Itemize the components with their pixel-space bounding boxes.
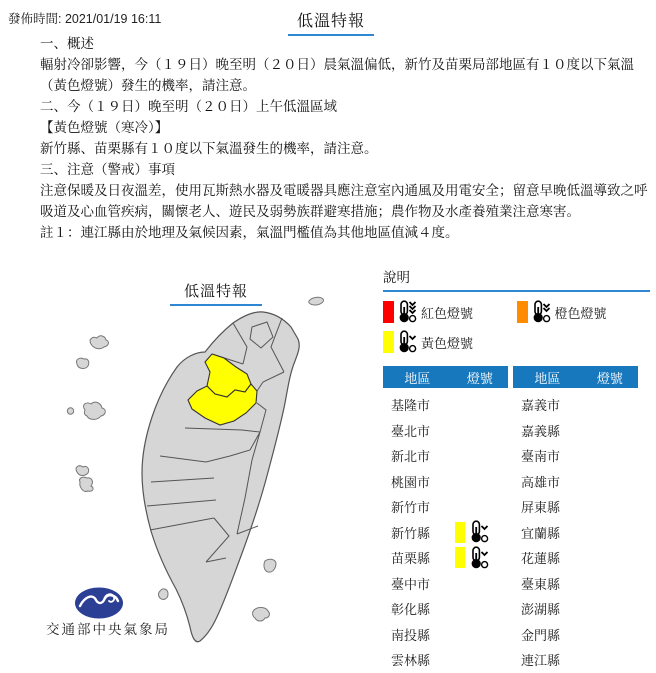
- table-row: [383, 647, 508, 673]
- table-row: [513, 443, 638, 469]
- cwb-logo: [75, 588, 123, 619]
- table-row: [513, 469, 638, 495]
- advisory-line: 新竹縣、苗栗縣有１０度以下氣溫發生的機率，請注意。: [40, 141, 378, 156]
- region-name: 新北市: [391, 449, 431, 465]
- advisory-line: 三、注意（警戒）事項: [40, 162, 175, 177]
- table-row: [383, 443, 508, 469]
- table-row: [383, 520, 508, 546]
- table-row: [513, 545, 638, 571]
- thermometer-cold-icon: [397, 300, 418, 324]
- legend-title: 說明: [383, 266, 650, 292]
- region-table-left: [383, 366, 508, 673]
- signal-color-swatch: [383, 301, 394, 323]
- region-name: 臺南市: [521, 449, 561, 465]
- region-name: 新竹縣: [391, 525, 431, 541]
- advisory-line: 注意保暖及日夜溫差，使用瓦斯熱水器及電暖器具應注意室內通風及用電安全；留意早晚低溫導致之呼吸道及心血管疾病，關懷老人、遊民及弱勢族群避寒措施；農作物及水產養殖業注意寒害。: [40, 183, 648, 219]
- signal-color-swatch: [455, 547, 465, 568]
- legend-item-label: 黃色燈號: [421, 335, 474, 351]
- region-name: 苗栗縣: [391, 551, 431, 567]
- legend-item-label: 紅色燈號: [421, 305, 474, 321]
- region-name: 彰化縣: [391, 602, 431, 618]
- thermometer-cold-icon: [531, 300, 552, 324]
- table-row: [383, 545, 508, 571]
- region-name: 嘉義縣: [521, 423, 561, 439]
- table-header: [383, 366, 508, 388]
- advisory-line: 【黃色燈號（寒冷）】: [40, 120, 169, 135]
- legend-items: [383, 298, 650, 358]
- region-name: 桃園市: [391, 474, 431, 490]
- advisory-line: 二、今（１９日）晚至明（２０日）上午低溫區域: [40, 99, 337, 114]
- legend-item-label: 橙色燈號: [554, 305, 607, 321]
- advisory-line: 一、概述: [40, 36, 94, 51]
- column-header-signal: 燈號: [466, 370, 493, 386]
- table-row: [383, 418, 508, 444]
- table-row: [383, 392, 508, 418]
- region-signal: [455, 546, 508, 570]
- region-name: 臺中市: [391, 576, 431, 592]
- region-name: 雲林縣: [391, 653, 431, 669]
- table-row: [383, 596, 508, 622]
- region-name: 臺北市: [391, 423, 431, 439]
- thermometer-cold-icon: [469, 520, 490, 544]
- advisory-line: 註１：連江縣由於地理及氣候因素，氣溫門檻值為其他地區值減４度。: [40, 225, 459, 240]
- region-name: 南投縣: [391, 627, 431, 643]
- page-title: 低溫特報: [288, 8, 374, 36]
- thermometer-cold-icon: [469, 546, 490, 570]
- publish-time: 發佈時間: 2021/01/19 16:11: [8, 12, 162, 26]
- region-name: 嘉義市: [521, 398, 561, 414]
- legend-and-tables-panel: [383, 266, 650, 673]
- map-title: 低溫特報: [170, 280, 262, 306]
- legend-item: [383, 298, 517, 326]
- table-row: [383, 469, 508, 495]
- table-row: [513, 494, 638, 520]
- thermometer-cold-icon: [397, 330, 418, 354]
- signal-color-swatch: [455, 522, 465, 543]
- taiwan-map-panel: [0, 260, 380, 656]
- table-row: [513, 622, 638, 648]
- signal-color-swatch: [383, 331, 394, 353]
- region-name: 臺東縣: [521, 576, 561, 592]
- region-name: 基隆市: [391, 398, 431, 414]
- advisory-text: [40, 33, 648, 243]
- table-body: [383, 392, 508, 673]
- table-row: [513, 520, 638, 546]
- table-row: [513, 571, 638, 597]
- table-body: [513, 392, 638, 673]
- table-row: [383, 622, 508, 648]
- table-row: [513, 392, 638, 418]
- region-name: 澎湖縣: [521, 602, 561, 618]
- table-row: [383, 571, 508, 597]
- region-name: 宜蘭縣: [521, 525, 561, 541]
- region-name: 高雄市: [521, 474, 561, 490]
- region-name: 花蓮縣: [521, 551, 561, 567]
- table-row: [513, 418, 638, 444]
- advisory-line: 輻射冷卻影響，今（１９日）晚至明（２０日）晨氣溫偏低，新竹及苗栗局部地區有１０度以下氣溫（黃色燈號）發生的機率，請注意。: [40, 57, 634, 93]
- table-row: [513, 647, 638, 673]
- region-name: 屏東縣: [521, 500, 561, 516]
- legend-item: [383, 328, 517, 356]
- agency-name: 交通部中央氣象局: [46, 622, 170, 637]
- table-header: [513, 366, 638, 388]
- taiwan-map: [0, 260, 380, 656]
- column-header-region: 地區: [404, 370, 431, 386]
- table-row: [513, 596, 638, 622]
- column-header-signal: 燈號: [596, 370, 623, 386]
- region-name: 連江縣: [521, 653, 561, 669]
- signal-color-swatch: [517, 301, 528, 323]
- region-signal: [455, 520, 508, 544]
- legend-item: [517, 298, 651, 326]
- column-header-region: 地區: [534, 370, 561, 386]
- table-row: [383, 494, 508, 520]
- region-name: 新竹市: [391, 500, 431, 516]
- region-tables: [383, 366, 650, 673]
- region-table-right: [513, 366, 638, 673]
- region-name: 金門縣: [521, 627, 561, 643]
